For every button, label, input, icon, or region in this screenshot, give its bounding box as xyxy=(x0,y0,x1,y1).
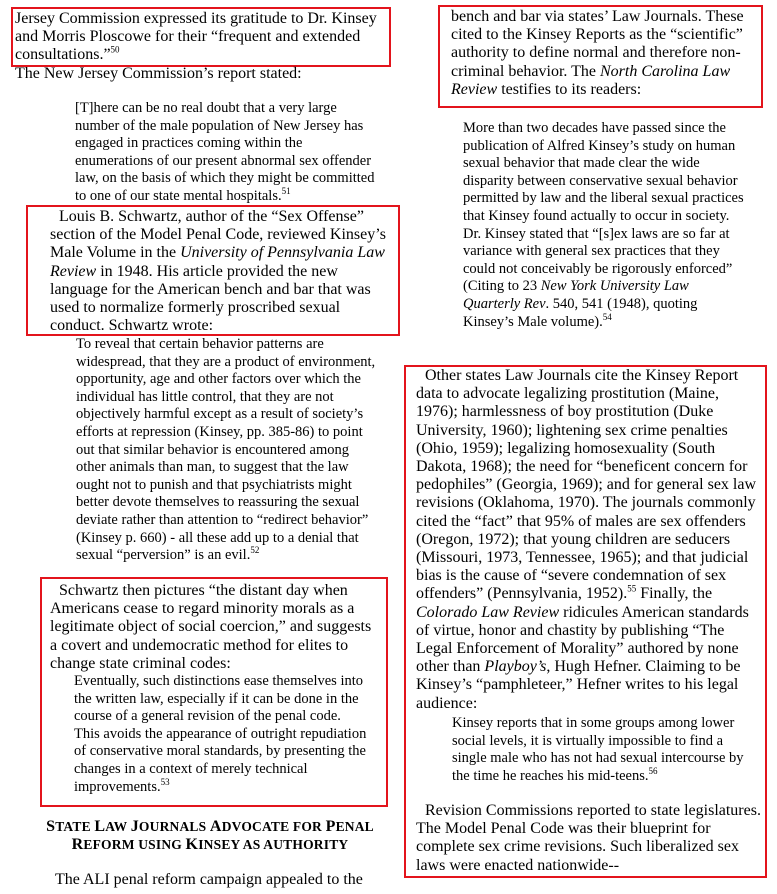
magazine-title: Playboy’s xyxy=(484,658,547,676)
footnote-ref: 55 xyxy=(627,584,637,595)
footnote-ref: 51 xyxy=(281,186,291,197)
paragraph-commission-gratitude: Jersey Commission expressed its gratitude to Dr. Kinsey and Morris Ploscowe for their “frequent and extended consultations.”$^{50}$ xyxy=(15,10,377,64)
paragraph-ali-campaign: The ALI penal reform campaign appealed to the xyxy=(55,871,363,888)
heading-line-1: STATE LAW JOURNALS ADVOCATE FOR PENAL xyxy=(46,818,374,835)
paragraph-other-states: Other states Law Journals cite the Kinsey Report data to advocate legalizing prostitution (Maine, 1976); harmlessness of boy prostitution (Duke University, 1960); lightening sex crime penalties (Ohio, 1959); legalizing homosexuality (South Dakota, 1968); the need for “beneficent concern for pedophiles” (Georgia, 1969); and for general sex law revisions (Oklahoma, 1970). The journals commonly cited the “fact” that 95% of males are sex offenders (Oregon, 1972); that young children are seducers (Missouri, 1973, Tennessee, 1965); and that judicial bias is the cause of “severe condemnation of sex offenders” (Pennsylvania, 1952).$^{55}$ Finally, the Colorado Law Review ridicules American standards of virtue, honor and chastity by publishing “The Legal Enforcement of Morality” authored by none other than Playboy’s, Hugh Hefner. Claiming to be Kinsey’s “pamphleteer,” Hefner writes to his legal audience: xyxy=(416,367,757,712)
paragraph-revision-commissions: Revision Commissions reported to state legislatures. The Model Penal Code was their blueprint for complete sex crime revisions. Such liberalized sex laws were enacted nationwide-- xyxy=(416,802,761,874)
journal-title: University of Pennsylvania Law Review xyxy=(50,244,385,280)
block-quote-new-jersey: [T]here can be no real doubt that a very large number of the male population of New Jersey has engaged in practices coming within the enumerations of our present abnormal sex offender law, on the basis of which they might be committed to one of our state mental hospitals.$^{51}$ xyxy=(75,100,375,204)
journal-title: New York University Law Quarterly Rev xyxy=(463,278,689,312)
block-quote-technical-improvements: Eventually, such distinctions ease themselves into the written law, especially if it can be done in the course of a general revision of the penal code. This avoids the appearance of outright repudiation of conservative moral standards, by presenting the changes in a context of merely technical improvements.$^{53}$ xyxy=(74,673,367,795)
paragraph-bench-and-bar: bench and bar via states’ Law Journals. These cited to the Kinsey Reports as the “scientific” authority to define normal and therefore non-criminal behavior. The North Carolina Law Review testifies to its readers: xyxy=(451,8,744,98)
section-heading xyxy=(15,818,405,854)
footnote-ref: 52 xyxy=(250,545,260,556)
footnote-ref: 50 xyxy=(110,45,120,56)
journal-title: Colorado Law Review xyxy=(416,603,560,621)
paragraph-report-stated: The New Jersey Commission’s report stated: xyxy=(15,65,302,82)
journal-title: North Carolina Law Review xyxy=(451,62,731,98)
footnote-ref: 54 xyxy=(602,311,612,322)
paragraph-schwartz-pictures: Schwartz then pictures “the distant day when Americans cease to regard minority morals as a legitimate object of social coercion,” and suggests a covert and undemocratic method for elites to change state criminal codes: xyxy=(50,582,372,672)
heading-line-2: REFORM USING KINSEY AS AUTHORITY xyxy=(71,836,349,853)
footnote-ref: 56 xyxy=(648,765,658,776)
paragraph-schwartz-review: Louis B. Schwartz, author of the “Sex Offense” section of the Model Penal Code, reviewed Kinsey’s Male Volume in the University of Pennsylvania Law Review in 1948. His article provided the new language for the American bench and bar that was used to normalize formerly proscribed sexual conduct. Schwartz wrote: xyxy=(50,208,386,335)
block-quote-hefner: Kinsey reports that in some groups among lower social levels, it is virtually impossible to find a single male who has not had sexual intercourse by the time he reaches his mid-teens.$^{56}$ xyxy=(452,715,744,784)
block-quote-north-carolina: More than two decades have passed since the publication of Alfred Kinsey’s study on human sexual behavior that made clear the wide disparity between conservative sexual behavior permitted by law and the liberal sexual practices that Kinsey found actually to occur in society. Dr. Kinsey stated that “[s]ex laws are so far at variance with general sex practices that they could not conceivably be rigorously enforced” (Citing to 23 New York University Law Quarterly Rev. 540, 541 (1948), quoting Kinsey’s Male volume).$^{54}$ xyxy=(463,120,744,330)
footnote-ref: 53 xyxy=(160,776,170,787)
block-quote-schwartz: To reveal that certain behavior patterns are widespread, that they are a product of environment, opportunity, age and other factors over which the individual has little control, that they are not objectively harmful except as a result of society’s efforts at repression (Kinsey, pp. 385-86) to point out that similar behavior is encountered among other animals than man, to suggest that the law ought not to punish and that psychiatrists might better devote themselves to reassuring the sexual deviate rather than attention to “redirect behavior” (Kinsey p. 660) - all these add up to a denial that sexual “perversion” is an evil.$^{52}$ xyxy=(76,336,376,564)
